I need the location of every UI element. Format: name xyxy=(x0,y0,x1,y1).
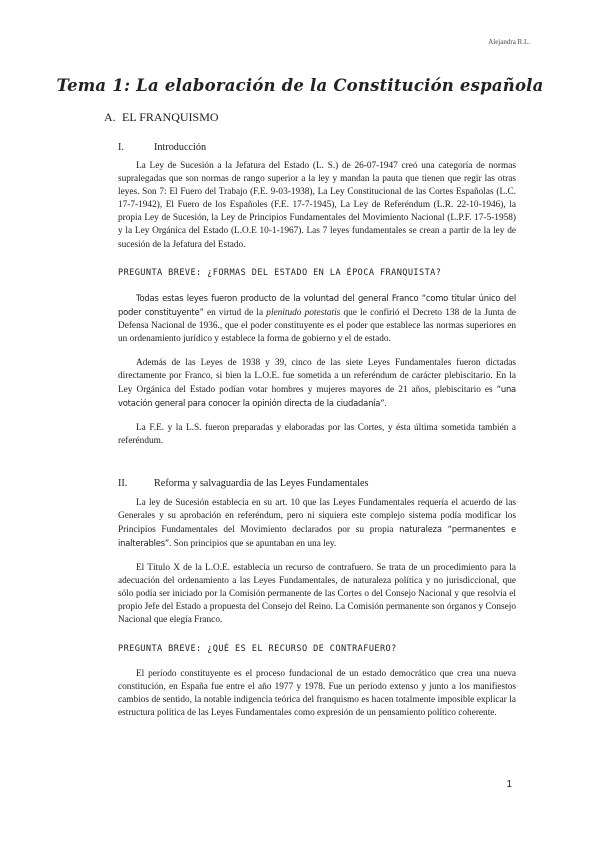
subheading-introduccion xyxy=(118,142,206,153)
page-number: 1 xyxy=(506,779,512,790)
highlight-text: Todas estas leyes fueron producto de la voluntad del general Franco xyxy=(136,293,419,303)
paragraph-text: . xyxy=(384,399,387,410)
question-recurso-contrafuero: PREGUNTA BREVE: ¿QUÉ ES EL RECURSO DE CONTRAFUERO? xyxy=(118,644,397,654)
question-formas-estado: PREGUNTA BREVE: ¿FORMAS DEL ESTADO EN LA ÉPOCA FRANQUISTA? xyxy=(118,268,442,278)
subheading-label: Introducción xyxy=(154,142,207,153)
section-label: EL FRANQUISMO xyxy=(122,110,219,124)
subheading-label: Reforma y salvaguardia de las Leyes Fundamentales xyxy=(154,478,369,489)
subheading-number: I. xyxy=(118,142,124,153)
paragraph-cortes: La F.E. y la L.S. fueron preparadas y elaboradas por las Cortes, y ésta última sometida también a referéndum. xyxy=(118,423,516,447)
section-heading-franquismo xyxy=(104,110,219,125)
paragraph-voluntad-franco xyxy=(118,292,516,346)
paragraph-referendum xyxy=(118,357,516,411)
paragraph-text: . Son principios que se apuntaban en una ley. xyxy=(169,539,337,550)
paragraph-text: La ley de Sucesión establecía en su art. 10 que las Leyes Fundamentales requería el acuerdo de las Generales y su aprobación en referéndum, pero ni siquiera este complejo sistema podía modificar los Principios Fundamentales del Movimiento declarados por su propia xyxy=(118,498,516,536)
paragraph-contrafuero: El Título X de la L.O.E. establecía un recurso de contrafuero. Se trata de un procedimiento para la adecuación del ordenamiento a las Leyes Fundamentales, de naturaleza política y no jurisdiccional, que sólo podía ser iniciado por la Comisión permanente de las Cortes o del Consejo Nacional y que resolvía el propio Jefe del Estado a propuesta del Consejo del Reino. La Comisión permanente son órganos y Consejo Nacional que elegía Franco. xyxy=(118,563,516,626)
paragraph-text: que le confirió el Decreto 138 de la Junta de Defensa Nacional de 1936., que el poder constituyente es el poder que establece las normas superiores en un ordenamiento jurídico y establece la forma de gobierno y el de estado. xyxy=(118,308,517,345)
highlight-text: “como titular único del poder constituyente” xyxy=(118,293,516,318)
paragraph-leyes-fundamentales: La Ley de Sucesión a la Jefatura del Estado (L. S.) de 26-07-1947 creó una categoría de normas supralegadas que son normas de rango superior a la ley y mandan la pauta que tienen que regir las otras leyes. Son 7: El Fuero del Trabajo (F.E. 9-03-1938), La Ley Constitucional de las Cortes Españolas (L.C. 17-7-1942), El Fuero de los Españoles (F.E. 17-7-1945), La Ley de Referéndum (L.R. 22-10-1946), la propia Ley de Sucesión, la Ley de Principios Fundamentales del Movimiento Nacional (L.P.F. 17-5-1958) y la Ley Orgánica del Estado (L.O.E 10-1-1967). Las 7 leyes fundamentales se crean a partir de la ley de sucesión de la Jefatura del Estado. xyxy=(118,161,516,250)
italic-term: plenitudo potestatis xyxy=(266,308,341,319)
section-letter: A. xyxy=(104,110,116,124)
highlight-text: naturaleza “permanentes e inalterables” xyxy=(118,524,516,549)
subheading-number: II. xyxy=(118,478,128,489)
header-author: Alejandra R.L. xyxy=(488,38,530,46)
document-title: Tema 1: La elaboración de la Constitución española xyxy=(56,76,544,95)
highlight-text: “una votación general para conocer la opinión directa de la ciudadanía” xyxy=(118,384,516,409)
paragraph-text: en virtud de la xyxy=(203,308,267,319)
paragraph-ley-sucesion xyxy=(118,497,516,551)
paragraph-text: Además de las Leyes de 1938 y 39, cinco de las siete Leyes Fundamentales fueron dictadas directamente por Franco, si bien la L.O.E. fue sometida a un referéndum de carácter plebiscitario. En la Ley Orgánica del Estado podían votar hombres y mujeres mayores de 21 años, plebiscitario es xyxy=(118,358,516,396)
subheading-reforma xyxy=(118,478,368,489)
paragraph-periodo-constituyente: El período constituyente es el proceso fundacional de un estado democrático que crea una nueva constitución, en España fue entre el año 1977 y 1978. Fue un período extenso y junto a los manifiestos cambios de sentido, la notable indigencia teórica del franquismo es hacen totalmente imposible explicar la estructura política de las Leyes Fundamentales como expresión de un pensamiento político coherente. xyxy=(118,669,516,719)
